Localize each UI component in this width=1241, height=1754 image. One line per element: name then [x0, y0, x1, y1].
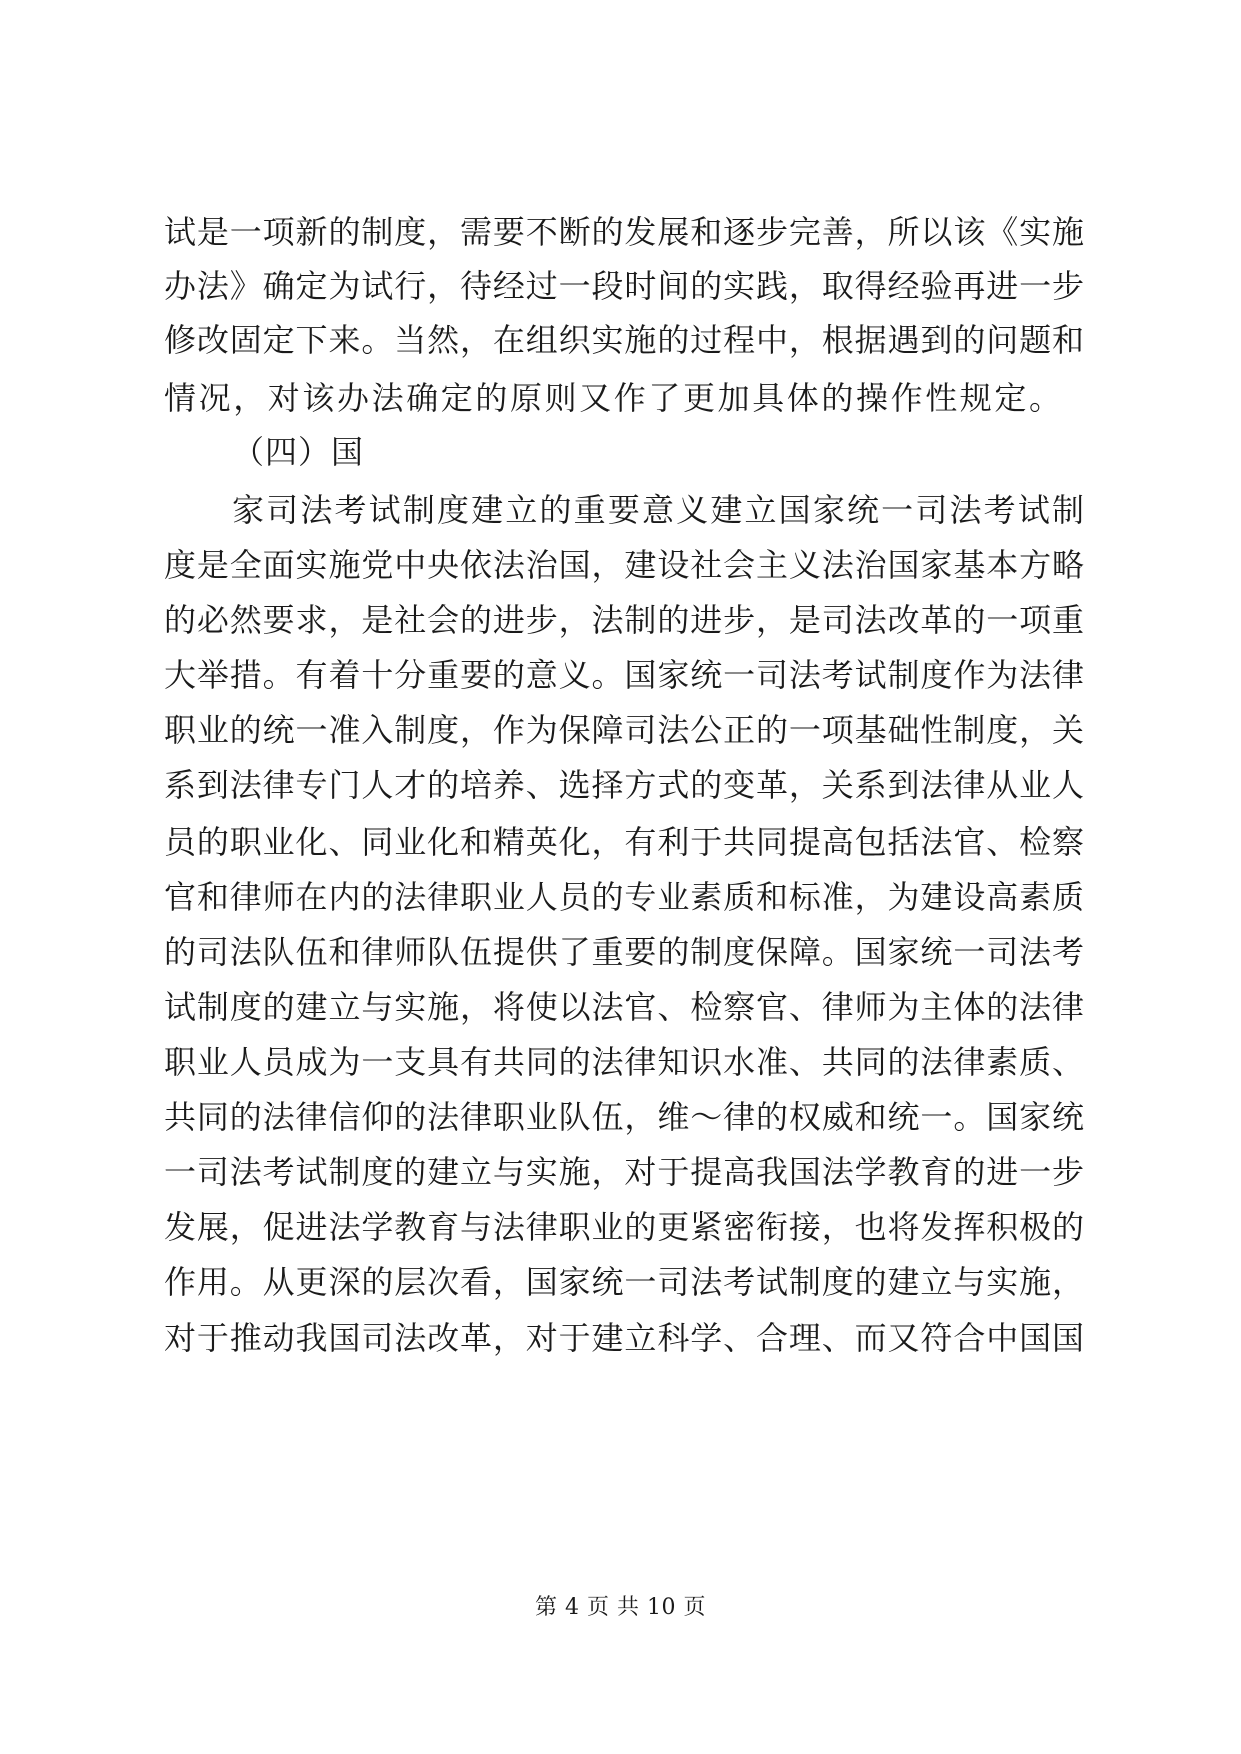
section-heading: （四）国 — [232, 433, 365, 471]
paragraph-line: 试制度的建立与实施，将使以法官、检察官、律师为主体的法律 — [164, 988, 1084, 1026]
paragraph-line: 度是全面实施党中央依法治国，建设社会主义法治国家基本方略 — [164, 546, 1084, 584]
paragraph-line: 修改固定下来。当然，在组织实施的过程中，根据遇到的问题和 — [164, 321, 1084, 359]
paragraph-line: 发展，促进法学教育与法律职业的更紧密衔接，也将发挥积极的 — [164, 1208, 1084, 1246]
paragraph-line: 官和律师在内的法律职业人员的专业素质和标准，为建设高素质 — [164, 878, 1084, 916]
paragraph-line: 的司法队伍和律师队伍提供了重要的制度保障。国家统一司法考 — [164, 933, 1084, 971]
paragraph-line: 作用。从更深的层次看，国家统一司法考试制度的建立与实施， — [164, 1263, 1084, 1301]
paragraph-line: 一司法考试制度的建立与实施，对于提高我国法学教育的进一步 — [164, 1153, 1084, 1191]
paragraph-line: 职业人员成为一支具有共同的法律知识水准、共同的法律素质、 — [164, 1043, 1084, 1081]
paragraph-line: 的必然要求，是社会的进步，法制的进步，是司法改革的一项重 — [164, 601, 1084, 639]
paragraph-line: 大举措。有着十分重要的意义。国家统一司法考试制度作为法律 — [164, 656, 1084, 694]
paragraph-line: 家司法考试制度建立的重要意义建立国家统一司法考试制 — [232, 491, 1084, 529]
paragraph-line: 系到法律专门人才的培养、选择方式的变革，关系到法律从业人 — [164, 766, 1084, 804]
paragraph-line: 对于推动我国司法改革，对于建立科学、合理、而又符合中国国 — [164, 1319, 1084, 1357]
page-number-footer: 第 4 页 共 10 页 — [535, 1595, 706, 1620]
paragraph-line: 情况，对该办法确定的原则又作了更加具体的操作性规定。 — [164, 379, 1064, 417]
paragraph-line: 共同的法律信仰的法律职业队伍，维～律的权威和统一。国家统 — [164, 1098, 1084, 1136]
paragraph-line: 职业的统一准入制度，作为保障司法公正的一项基础性制度，关 — [164, 711, 1084, 749]
paragraph-line: 办法》确定为试行，待经过一段时间的实践，取得经验再进一步 — [164, 267, 1084, 305]
paragraph-line: 员的职业化、同业化和精英化，有利于共同提高包括法官、检察 — [164, 823, 1084, 861]
paragraph-line: 试是一项新的制度，需要不断的发展和逐步完善，所以该《实施 — [164, 213, 1084, 251]
